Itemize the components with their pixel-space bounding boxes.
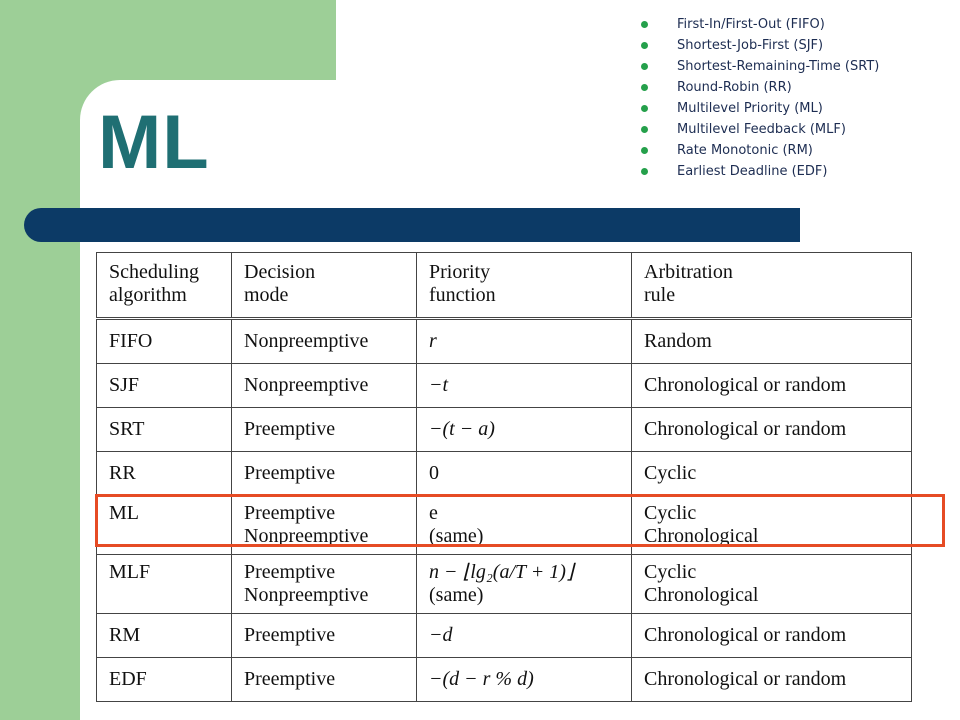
cell-line: Nonpreemptive [244,584,369,606]
cell-priority-function: −d [417,614,632,658]
bullet-text: First-In/First-Out (FIFO) [677,17,825,32]
table-row-rm [97,614,912,658]
cell-arbitration-rule: Chronological or random [632,658,912,702]
table-row-sjf [97,364,912,408]
table-row-mlf [97,555,912,614]
cell-line: e [429,502,438,524]
header-arbitration-rule [632,253,912,319]
bullet-text: Earliest Deadline (EDF) [677,164,828,179]
bullet-text: Multilevel Priority (ML) [677,101,823,116]
cell-decision-mode: Preemptive [232,452,417,496]
header-line: algorithm [109,284,187,306]
bullet-item-rr [640,77,879,98]
table-row-edf [97,658,912,702]
bullet-dot-icon [641,105,648,112]
cell-line: n − ⌊lg₂(a/T + 1)⌋ [429,561,574,583]
cell-decision-mode: Nonpreemptive [232,364,417,408]
cell-algorithm: RR [97,452,232,496]
title-divider-bar [24,208,800,242]
cell-algorithm: ML [97,496,232,555]
header-line: Priority [429,261,491,283]
cell-line: Cyclic [644,561,697,583]
cell-line: Cyclic [644,502,697,524]
cell-line: (same) [429,525,484,547]
bullet-text: Shortest-Remaining-Time (SRT) [677,59,880,74]
scheduling-table-container [96,252,912,702]
cell-arbitration-rule: Chronological or random [632,408,912,452]
cell-line: Chronological [644,584,759,606]
bullet-item-ml [640,98,879,119]
bullet-item-srt [640,56,879,77]
cell-algorithm: SRT [97,408,232,452]
bullet-text: Rate Monotonic (RM) [677,143,813,158]
bullet-dot-icon [641,21,648,28]
cell-priority-function: 0 [417,452,632,496]
bullet-dot-icon [641,126,648,133]
table-row-srt [97,408,912,452]
bullet-text: Multilevel Feedback (MLF) [677,122,846,137]
cell-arbitration-rule: Cyclic [632,452,912,496]
bullet-dot-icon [641,147,648,154]
cell-decision-mode: Preemptive [232,408,417,452]
cell-algorithm: MLF [97,555,232,614]
table-header [97,253,912,319]
cell-line: Nonpreemptive [244,525,369,547]
cell-decision-mode [232,555,417,614]
cell-algorithm: RM [97,614,232,658]
bullet-dot-icon [641,168,648,175]
table-row-fifo [97,319,912,364]
cell-decision-mode: Nonpreemptive [232,319,417,364]
header-line: rule [644,284,676,306]
cell-algorithm: EDF [97,658,232,702]
bullet-text: Round-Robin (RR) [677,80,792,95]
bullet-item-sjf [640,35,879,56]
header-line: Scheduling [109,261,199,283]
header-line: mode [244,284,289,306]
header-line: Arbitration [644,261,733,283]
cell-decision-mode: Preemptive [232,658,417,702]
green-left-band [0,0,80,720]
cell-line: Chronological [644,525,759,547]
cell-algorithm: FIFO [97,319,232,364]
cell-decision-mode: Preemptive [232,614,417,658]
cell-priority-function: −(t − a) [417,408,632,452]
cell-priority-function: r [417,319,632,364]
cell-arbitration-rule: Random [632,319,912,364]
bullet-item-fifo [640,14,879,35]
table-row-rr [97,452,912,496]
cell-priority-function: −t [417,364,632,408]
table-header-row [97,253,912,319]
slide-title: ML [98,100,210,185]
cell-arbitration-rule: Chronological or random [632,364,912,408]
cell-arbitration-rule [632,555,912,614]
bullet-dot-icon [641,84,648,91]
header-line: Decision [244,261,316,283]
header-scheduling-algorithm [97,253,232,319]
bullet-item-mlf [640,119,879,140]
bullet-text: Shortest-Job-First (SJF) [677,38,824,53]
scheduling-algorithm-table [96,252,912,702]
cell-priority-function: −(d − r % d) [417,658,632,702]
cell-line: Preemptive [244,502,336,524]
ml-row-highlight-box [95,494,945,547]
header-decision-mode [232,253,417,319]
cell-line: (same) [429,584,484,606]
algorithm-bullet-list [640,14,879,182]
cell-line: Preemptive [244,561,336,583]
bullet-dot-icon [641,63,648,70]
header-priority-function [417,253,632,319]
cell-priority-function [417,555,632,614]
cell-arbitration-rule: Chronological or random [632,614,912,658]
cell-algorithm: SJF [97,364,232,408]
bullet-item-rm [640,140,879,161]
bullet-item-edf [640,161,879,182]
bullet-dot-icon [641,42,648,49]
header-line: function [429,284,496,306]
